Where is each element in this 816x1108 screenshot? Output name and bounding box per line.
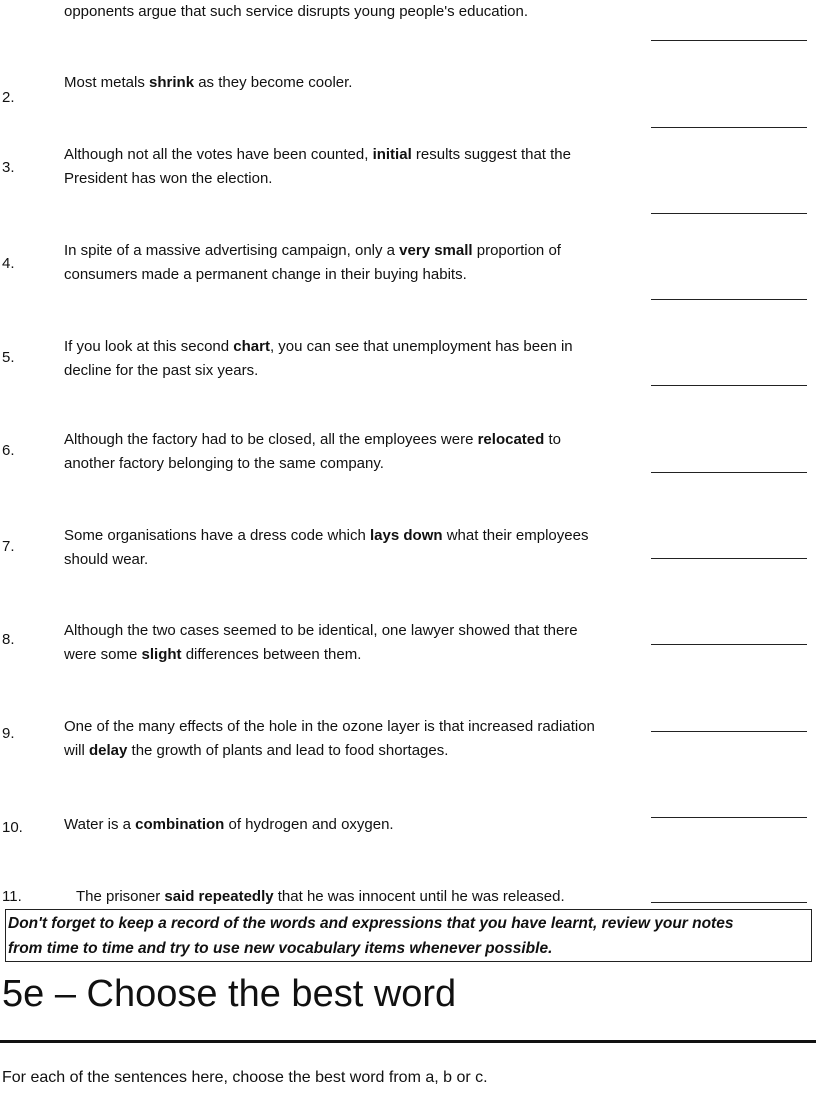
sentence-line-1	[64, 813, 644, 837]
sentence-fragment: as they become cooler.	[194, 74, 353, 91]
sentence-fragment: of hydrogen and oxygen.	[224, 816, 394, 833]
target-word: combination	[135, 816, 225, 833]
target-word: very small	[399, 242, 473, 259]
item-number: 2.	[2, 89, 15, 106]
target-word: relocated	[477, 431, 545, 448]
sentence-fragment: that he was innocent until he was released.	[273, 888, 565, 905]
answer-blank[interactable]	[651, 299, 807, 300]
item-number: 4.	[2, 255, 15, 272]
target-word: lays down	[370, 527, 443, 544]
target-word: initial	[372, 146, 412, 163]
sentence-line-1	[64, 335, 644, 359]
sentence-fragment: differences between them.	[181, 646, 362, 663]
sentence-fragment: Most metals	[64, 74, 150, 91]
answer-blank[interactable]	[651, 731, 807, 732]
item-number: 5.	[2, 349, 15, 366]
sentence-fragment: the growth of plants and lead to food shortages.	[127, 742, 449, 759]
answer-blank[interactable]	[651, 817, 807, 818]
sentence-fragment: Although the factory had to be closed, all the employees were	[64, 431, 478, 448]
sentence-line-2	[64, 643, 644, 667]
reminder-box	[5, 909, 812, 962]
item-number: 3.	[2, 159, 15, 176]
item-number: 8.	[2, 631, 15, 648]
sentence-line-1	[64, 428, 644, 452]
item-number: 9.	[2, 725, 15, 742]
item-number: 10.	[2, 819, 23, 836]
sentence-fragment: If you look at this second	[64, 338, 234, 355]
sentence-fragment: Some organisations have a dress code which	[64, 527, 371, 544]
sentence-fragment: results suggest that the	[411, 146, 571, 163]
sentence-line-2	[64, 263, 644, 287]
sentence-fragment: Although the two cases seemed to be identical, one lawyer showed that there	[64, 622, 578, 639]
sentence-line-1	[64, 143, 644, 167]
sentence-fragment: to	[544, 431, 561, 448]
sentence-fragment: The prisoner	[76, 888, 165, 905]
target-word: chart	[233, 338, 270, 355]
answer-blank[interactable]	[651, 558, 807, 559]
sentence-line-1	[64, 715, 644, 739]
sentence-line-1	[64, 239, 644, 263]
sentence-line-2	[64, 359, 644, 383]
sentence-line-2	[64, 452, 644, 476]
sentence-fragment: consumers made a permanent change in their buying habits.	[64, 266, 467, 283]
item-number: 7.	[2, 538, 15, 555]
sentence-line-1	[76, 885, 656, 909]
sentence-fragment: another factory belonging to the same company.	[64, 455, 384, 472]
sentence-line-1	[64, 71, 644, 95]
sentence-line-2	[64, 167, 644, 191]
answer-blank[interactable]	[651, 472, 807, 473]
answer-blank[interactable]	[651, 644, 807, 645]
sentence-fragment: proportion of	[472, 242, 561, 259]
sentence-fragment: what their employees	[442, 527, 589, 544]
item-number: 6.	[2, 442, 15, 459]
answer-blank[interactable]	[651, 127, 807, 128]
sentence-line-1	[64, 619, 644, 643]
sentence-fragment: Water is a	[64, 816, 136, 833]
answer-blank[interactable]	[651, 902, 807, 903]
sentence-fragment: will	[64, 742, 89, 759]
sentence-line-2	[64, 739, 644, 763]
reminder-line-2: from time to time and try to use new vocabulary items whenever possible.	[8, 940, 553, 957]
heading-rule	[0, 1040, 816, 1043]
sentence-fragment: should wear.	[64, 551, 149, 568]
sentence-fragment: opponents argue that such service disrupts young people's education.	[64, 3, 529, 20]
answer-blank[interactable]	[651, 385, 807, 386]
sentence-line-2	[64, 548, 644, 572]
sentence-fragment: , you can see that unemployment has been in	[269, 338, 573, 355]
section-heading: 5e – Choose the best word	[2, 973, 457, 1015]
target-word: said repeatedly	[164, 888, 274, 905]
answer-blank[interactable]	[651, 213, 807, 214]
sentence-fragment: decline for the past six years.	[64, 362, 259, 379]
instruction-text: For each of the sentences here, choose the best word from a, b or c.	[2, 1069, 488, 1086]
target-word: slight	[141, 646, 182, 663]
answer-blank[interactable]	[651, 40, 807, 41]
sentence-fragment: were some	[64, 646, 142, 663]
sentence-line-1	[64, 524, 644, 548]
target-word: shrink	[149, 74, 195, 91]
sentence-fragment: One of the many effects of the hole in the ozone layer is that increased radiation	[64, 718, 595, 735]
sentence-fragment: In spite of a massive advertising campaign, only a	[64, 242, 400, 259]
sentence-line-1	[64, 0, 644, 24]
reminder-line-1: Don't forget to keep a record of the words and expressions that you have learnt, review your notes	[8, 915, 734, 932]
sentence-fragment: President has won the election.	[64, 170, 273, 187]
item-number: 11.	[2, 888, 22, 905]
sentence-fragment: Although not all the votes have been counted,	[64, 146, 373, 163]
target-word: delay	[89, 742, 128, 759]
